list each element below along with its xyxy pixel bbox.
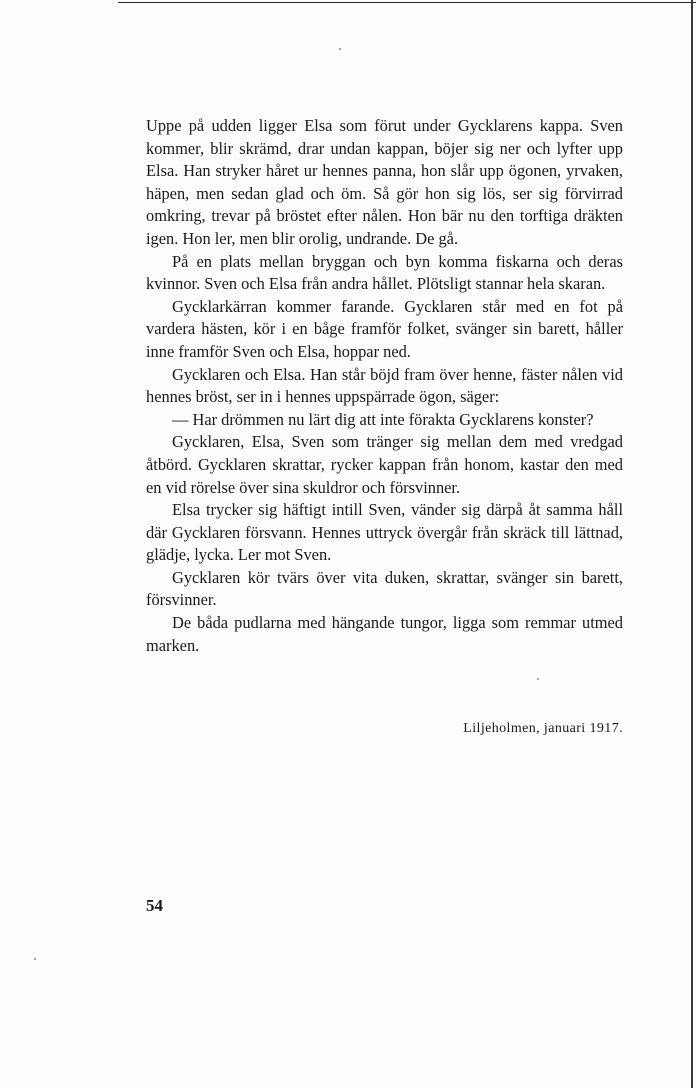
paper-speck [34, 958, 36, 960]
paragraph: Elsa trycker sig häftigt intill Sven, vänder sig därpå åt samma håll där Gycklaren försvann. Hennes uttryck övergår från skräck till lättnad, glädje, lycka. Ler mot Sven. [146, 500, 623, 565]
page-number: 54 [146, 896, 163, 915]
paragraph: Gycklaren, Elsa, Sven som tränger sig mellan dem med vredgad åtbörd. Gycklaren skrattar, rycker kappan från honom, kastar den med en vid rörelse över sina skuldror och försvinner. [146, 432, 623, 497]
paragraph: Gycklarkärran kommer farande. Gycklaren står med en fot på vardera hästen, kör i en båge framför folket, svänger sin barett, håller inne framför Sven och Elsa, hoppar ned. [146, 296, 623, 361]
paragraph: De båda pudlarna med hängande tungor, ligga som remmar utmed marken. [146, 613, 623, 655]
page-right-edge [691, 0, 693, 1088]
paragraph: Gycklaren kör tvärs över vita duken, skrattar, svänger sin barett, försvinner. [146, 567, 623, 610]
body-text [146, 115, 623, 657]
paper-speck [537, 678, 539, 680]
paragraph: Gycklaren och Elsa. Han står böjd fram över henne, fäster nålen vid hennes bröst, ser in i hennes uppspärrade ögon, säger: [146, 364, 623, 407]
paper-speck [339, 48, 341, 50]
dialogue-line: — Har drömmen nu lärt dig att inte förakta Gycklarens konster? [172, 409, 594, 429]
dateline: Liljeholmen, januari 1917. [463, 721, 623, 736]
page-top-edge [118, 2, 696, 3]
paragraph: Uppe på udden ligger Elsa som förut under Gycklarens kappa. Sven kommer, blir skrämd, drar undan kappan, böjer sig ner och lyfter upp Elsa. Han stryker håret ur hennes panna, hon slår upp ögonen, yrvaken, häpen, men sedan glad och öm. Så gör hon sig lös, ser sig förvirrad omkring, trevar på bröstet efter nålen. Hon bär nu den torftiga dräkten igen. Hon ler, men blir orolig, undrande. De gå. [146, 116, 623, 248]
paragraph: På en plats mellan bryggan och byn komma fiskarna och deras kvinnor. Sven och Elsa från andra hållet. Plötsligt stannar hela skaran. [146, 251, 623, 294]
